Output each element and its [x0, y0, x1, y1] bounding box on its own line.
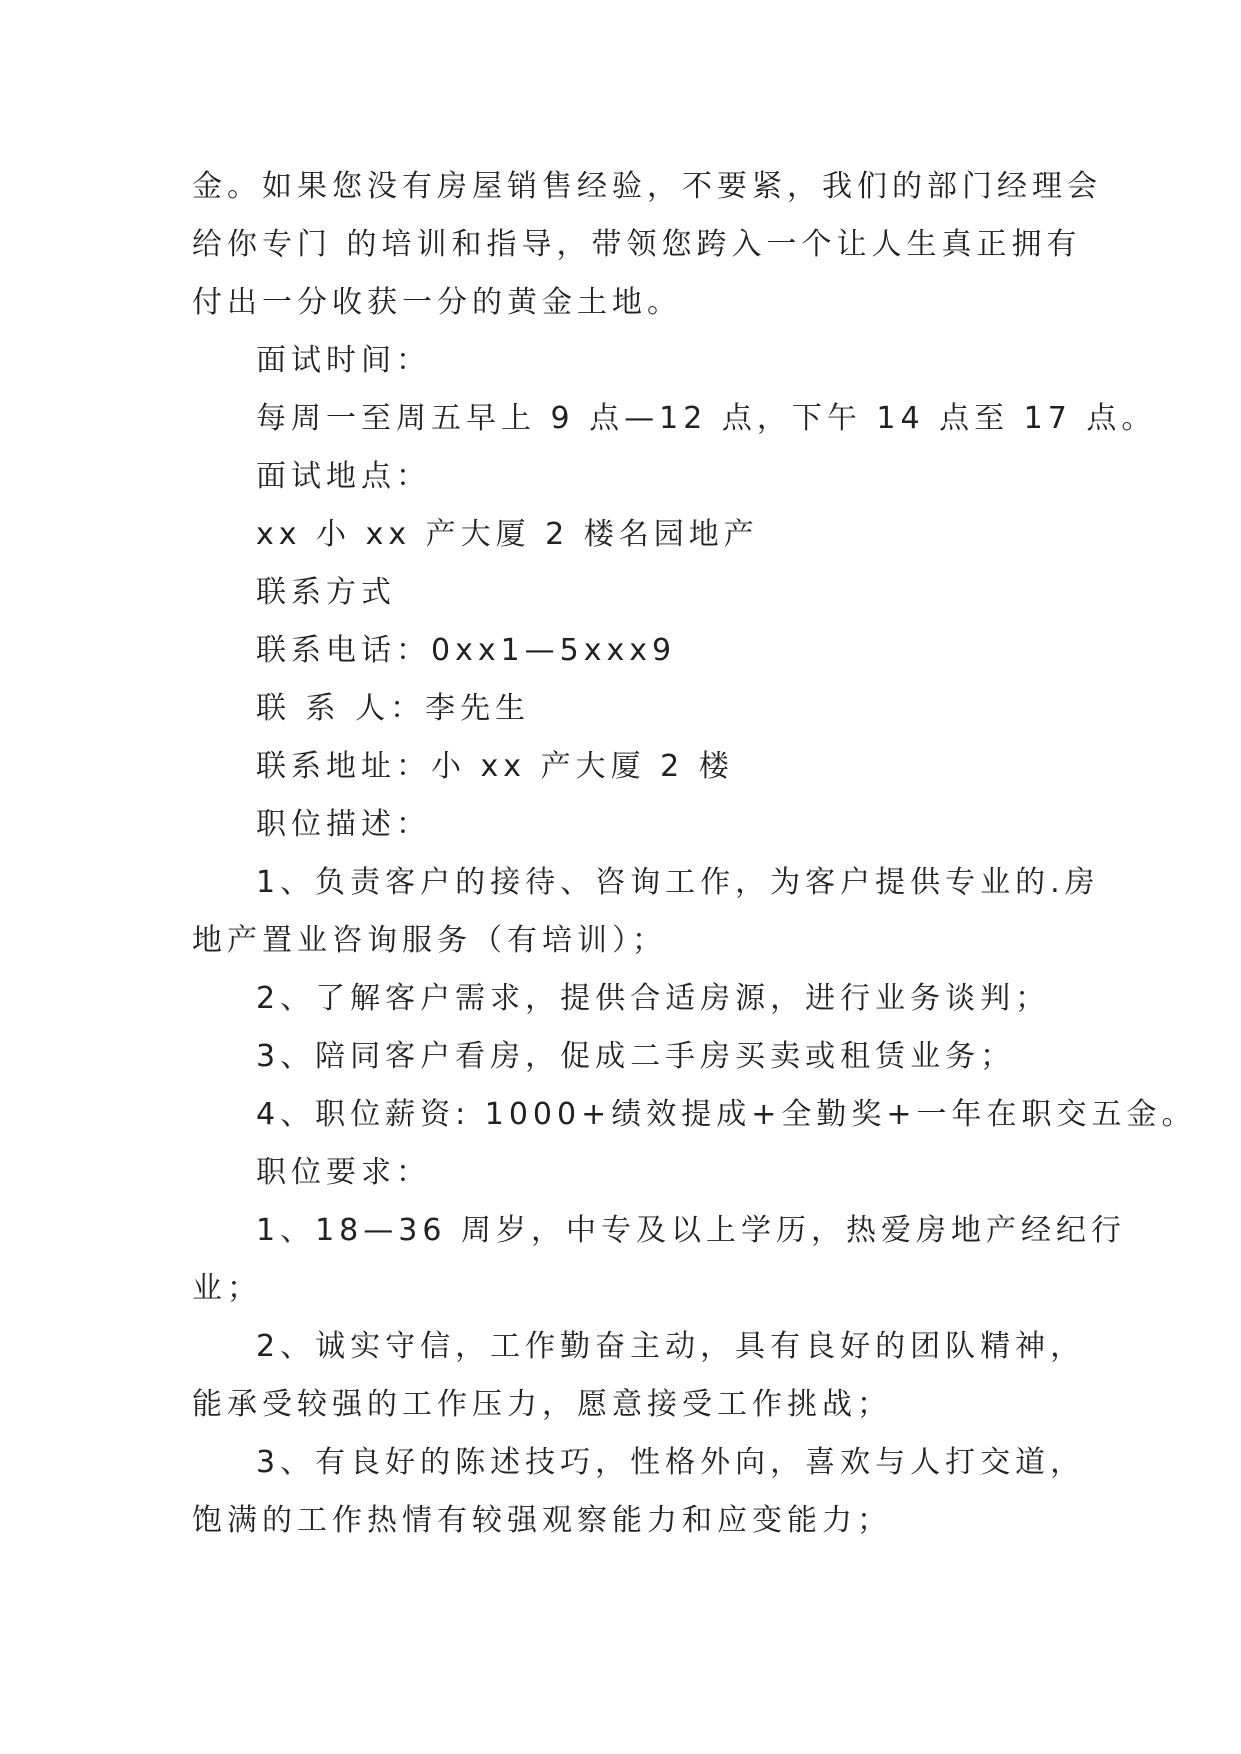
text-line: 职位要求：: [256, 1155, 431, 1190]
text-line: 面试时间：: [256, 343, 431, 378]
text-line: 每周一至周五早上 9 点—12 点，下午 14 点至 17 点。: [256, 401, 1157, 436]
text-line: 能承受较强的工作压力，愿意接受工作挑战；: [192, 1387, 892, 1422]
text-line: 职位描述：: [256, 807, 431, 842]
text-line: 联系地址：小 xx 产大厦 2 楼: [256, 749, 734, 784]
text-line: 2、诚实守信，工作勤奋主动，具有良好的团队精神，: [256, 1329, 1086, 1364]
text-line: 业；: [192, 1271, 262, 1306]
document-body: [192, 158, 1197, 1550]
text-line: 2、了解客户需求，提供合适房源，进行业务谈判；: [256, 981, 1051, 1016]
text-line: xx 小 xx 产大厦 2 楼名园地产: [256, 517, 759, 552]
text-line: 面试地点：: [256, 459, 431, 494]
text-line: 联系电话：0xx1—5xxx9: [256, 633, 677, 668]
text-line: 1、18—36 周岁，中专及以上学历，热爱房地产经纪行: [256, 1213, 1126, 1248]
text-line: 饱满的工作热情有较强观察能力和应变能力；: [192, 1503, 892, 1538]
text-line: 联系方式: [256, 575, 396, 610]
text-line: 3、有良好的陈述技巧，性格外向，喜欢与人打交道，: [256, 1445, 1086, 1480]
text-line: 地产置业咨询服务（有培训）；: [192, 923, 667, 958]
text-line: 联 系 人：李先生: [256, 691, 531, 726]
text-line: 付出一分收获一分的黄金土地。: [192, 285, 682, 320]
text-line: 3、陪同客户看房，促成二手房买卖或租赁业务；: [256, 1039, 1016, 1074]
text-line: 给你专门 的培训和指导，带领您跨入一个让人生真正拥有: [192, 227, 1082, 262]
text-line: 金。如果您没有房屋销售经验，不要紧，我们的部门经理会: [192, 169, 1102, 204]
text-line: 4、职位薪资: 1000+绩效提成+全勤奖+一年在职交五金。: [256, 1097, 1197, 1132]
text-line: 1、负责客户的接待、咨询工作，为客户提供专业的.房: [256, 865, 1100, 900]
